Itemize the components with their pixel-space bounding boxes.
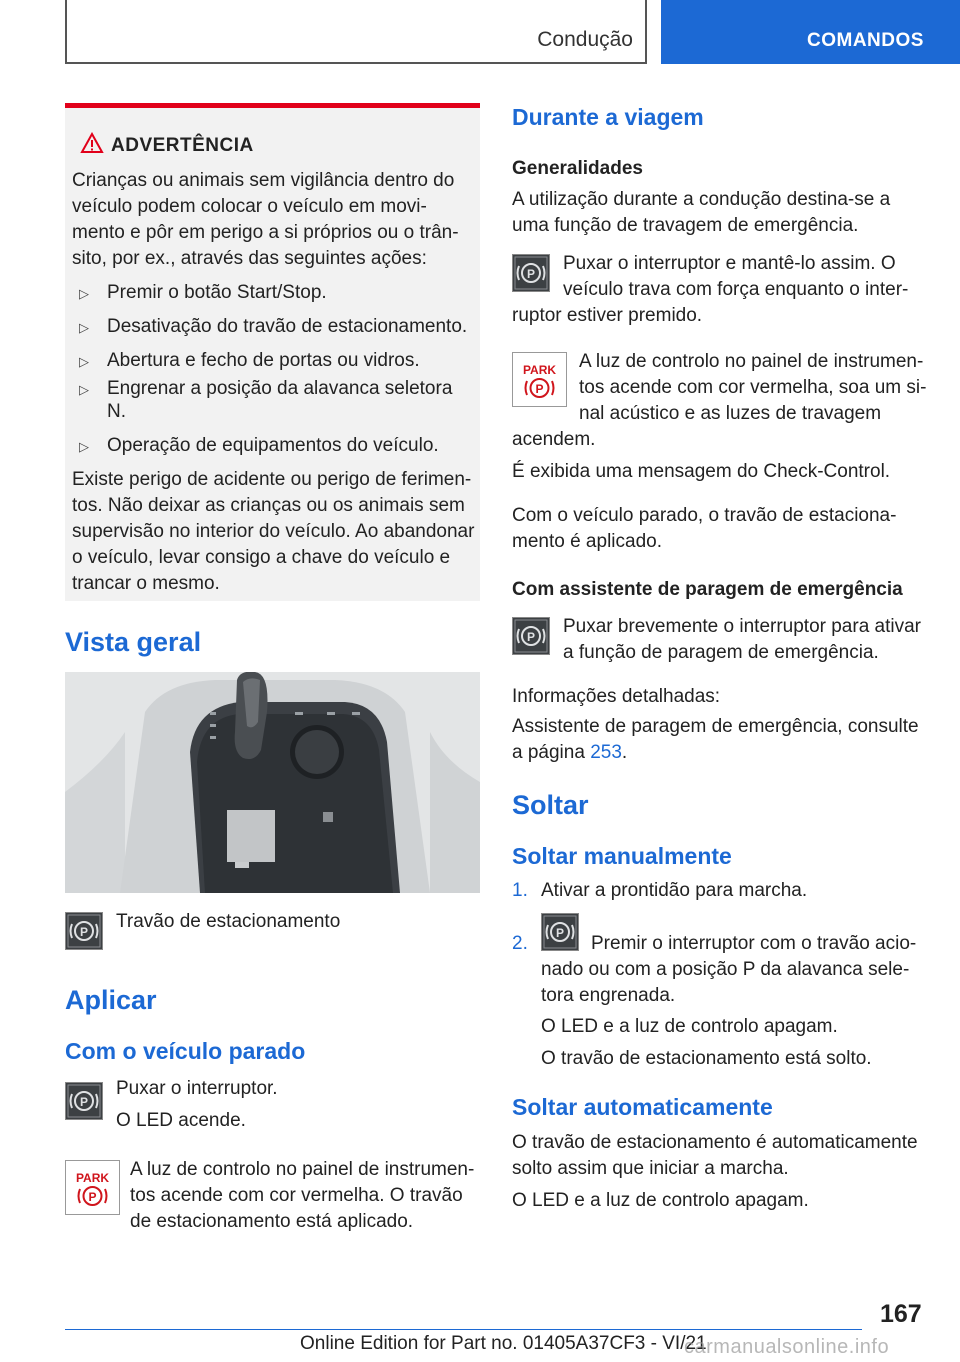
header-chapter: COMANDOS bbox=[807, 30, 924, 51]
parado-2: mento é aplicado. bbox=[512, 531, 662, 552]
svg-text:P: P bbox=[526, 267, 536, 281]
park-label: PARK bbox=[75, 1171, 110, 1185]
bullet-icon: ▷ bbox=[79, 320, 89, 335]
heading-com-assistente: Com assistente de paragem de emergência bbox=[512, 579, 903, 600]
puxar-breve-1: Puxar brevemente o interruptor para ativar bbox=[563, 616, 922, 637]
luz-line-2: tos acende com cor vermelha. O travão bbox=[130, 1185, 463, 1206]
warning-outro-4: o veículo, levar consigo a chave do veículo e bbox=[72, 547, 451, 568]
gen-line-1: A utilização durante a condução destina-se a bbox=[512, 189, 891, 210]
warning-intro-1: Crianças ou animais sem vigilância dentro do bbox=[72, 170, 455, 191]
a-pagina: a página bbox=[512, 742, 585, 763]
heading-com-veiculo-parado: Com o veículo parado bbox=[65, 1038, 306, 1064]
step1-text: Ativar a prontidão para marcha. bbox=[541, 880, 808, 901]
puxar-manter-2: veículo trava com força enquanto o inter- bbox=[563, 279, 909, 300]
puxar-manter-1: Puxar o interruptor e mantê-lo assim. O bbox=[563, 253, 896, 274]
heading-aplicar: Aplicar bbox=[65, 985, 157, 1015]
svg-text:P: P bbox=[88, 1190, 97, 1204]
figure-caption: Travão de estacionamento bbox=[116, 911, 341, 932]
footer-edition: Online Edition for Part no. 01405A37CF3 - VI/21 bbox=[300, 1333, 707, 1354]
svg-text:P: P bbox=[79, 1095, 89, 1109]
heading-soltar-manual: Soltar manualmente bbox=[512, 843, 732, 869]
header-section: Condução bbox=[537, 28, 633, 51]
puxar-interruptor: Puxar o interruptor. bbox=[116, 1078, 278, 1099]
page-ref-link[interactable]: 253 bbox=[590, 742, 622, 763]
warning-intro-4: sito, por ex., através das seguintes ações: bbox=[72, 248, 427, 269]
step-number: 2. bbox=[512, 933, 528, 954]
svg-text:P: P bbox=[526, 630, 536, 644]
r-luz-2: tos acende com cor vermelha, soa um si- bbox=[579, 377, 927, 398]
r-luz-3: nal acústico e as luzes de travagem bbox=[579, 403, 882, 424]
heading-durante-viagem: Durante a viagem bbox=[512, 104, 704, 130]
assistente-ref: Assistente de paragem de emergência, consulte bbox=[512, 716, 919, 737]
bullet-icon: ▷ bbox=[79, 439, 89, 454]
warning-outro-3: supervisão no interior do veículo. Ao abandonar bbox=[72, 521, 475, 542]
park-warning-light-icon bbox=[65, 1160, 120, 1215]
heading-vista-geral: Vista geral bbox=[65, 627, 202, 657]
warning-item: Desativação do travão de estacionamento. bbox=[107, 316, 468, 337]
svg-text:P: P bbox=[79, 925, 89, 939]
warning-triangle-icon bbox=[80, 132, 104, 154]
travao-solto: O travão de estacionamento está solto. bbox=[541, 1048, 872, 1069]
page-number: 167 bbox=[880, 1300, 922, 1328]
r-luz-1: A luz de controlo no painel de instrumen- bbox=[579, 351, 924, 372]
parking-brake-switch-icon bbox=[65, 912, 103, 950]
parado-1: Com o veículo parado, o travão de estaciona- bbox=[512, 505, 897, 526]
bullet-icon: ▷ bbox=[79, 382, 89, 397]
auto-line-2: solto assim que iniciar a marcha. bbox=[512, 1158, 789, 1179]
info-detalhada: Informações detalhadas: bbox=[512, 686, 721, 707]
page-ref-line bbox=[512, 740, 627, 766]
parking-brake-switch-icon bbox=[65, 1082, 103, 1120]
luz-line-1: A luz de controlo no painel de instrumen- bbox=[130, 1159, 475, 1180]
warning-outro-5: trancar o mesmo. bbox=[72, 573, 220, 594]
heading-generalidades: Generalidades bbox=[512, 158, 643, 179]
warning-item: Premir o botão Start/Stop. bbox=[107, 282, 327, 303]
step2-line-2: nado ou com a posição P da alavanca sele- bbox=[541, 959, 910, 980]
parking-brake-switch-icon bbox=[512, 617, 550, 655]
warning-intro-2: veículo podem colocar o veículo em movi- bbox=[72, 196, 427, 217]
gen-line-2: uma função de travagem de emergência. bbox=[512, 215, 859, 236]
warning-item-cont: N. bbox=[107, 401, 126, 422]
r-luz-4: acendem. bbox=[512, 429, 596, 450]
center-console-figure bbox=[65, 672, 480, 893]
heading-soltar-auto: Soltar automaticamente bbox=[512, 1094, 773, 1120]
led-acende: O LED acende. bbox=[116, 1110, 246, 1131]
parking-brake-switch-icon bbox=[541, 913, 579, 951]
park-label: PARK bbox=[522, 363, 557, 377]
warning-outro-2: tos. Não deixar as crianças ou os animais sem bbox=[72, 495, 465, 516]
led-apagam: O LED e a luz de controlo apagam. bbox=[541, 1016, 838, 1037]
svg-text:P: P bbox=[555, 926, 565, 940]
puxar-breve-2: a função de paragem de emergência. bbox=[563, 642, 879, 663]
warning-item: Engrenar a posição da alavanca seletora bbox=[107, 378, 453, 399]
warning-item: Abertura e fecho de portas ou vidros. bbox=[107, 350, 420, 371]
heading-soltar: Soltar bbox=[512, 790, 589, 820]
park-warning-light-icon bbox=[512, 352, 567, 407]
watermark: carmanualsonline.info bbox=[684, 1336, 890, 1358]
auto-line-1: O travão de estacionamento é automaticamente bbox=[512, 1132, 918, 1153]
warning-outro-1: Existe perigo de acidente ou perigo de ferimen- bbox=[72, 469, 472, 490]
header-section-tab bbox=[65, 0, 647, 64]
footer-rule bbox=[65, 1329, 862, 1330]
auto-led: O LED e a luz de controlo apagam. bbox=[512, 1190, 809, 1211]
step2-line-3: tora engrenada. bbox=[541, 985, 676, 1006]
step-number: 1. bbox=[512, 880, 528, 901]
bullet-icon: ▷ bbox=[79, 286, 89, 301]
page-ref-dot: . bbox=[621, 742, 628, 763]
warning-item: Operação de equipamentos do veículo. bbox=[107, 435, 439, 456]
warning-box bbox=[65, 103, 480, 601]
parking-brake-switch-icon bbox=[512, 254, 550, 292]
puxar-manter-3: ruptor estiver premido. bbox=[512, 305, 703, 326]
check-control: É exibida uma mensagem do Check-Control. bbox=[512, 461, 891, 482]
warning-title: ADVERTÊNCIA bbox=[111, 135, 254, 156]
luz-line-3: de estacionamento está aplicado. bbox=[130, 1211, 414, 1232]
step2-line-1: Premir o interruptor com o travão acio- bbox=[591, 933, 917, 954]
warning-intro-3: mento e pôr em perigo a si próprios ou o trân- bbox=[72, 222, 459, 243]
svg-text:P: P bbox=[535, 382, 544, 396]
bullet-icon: ▷ bbox=[79, 354, 89, 369]
header-chapter-tab bbox=[661, 0, 960, 64]
